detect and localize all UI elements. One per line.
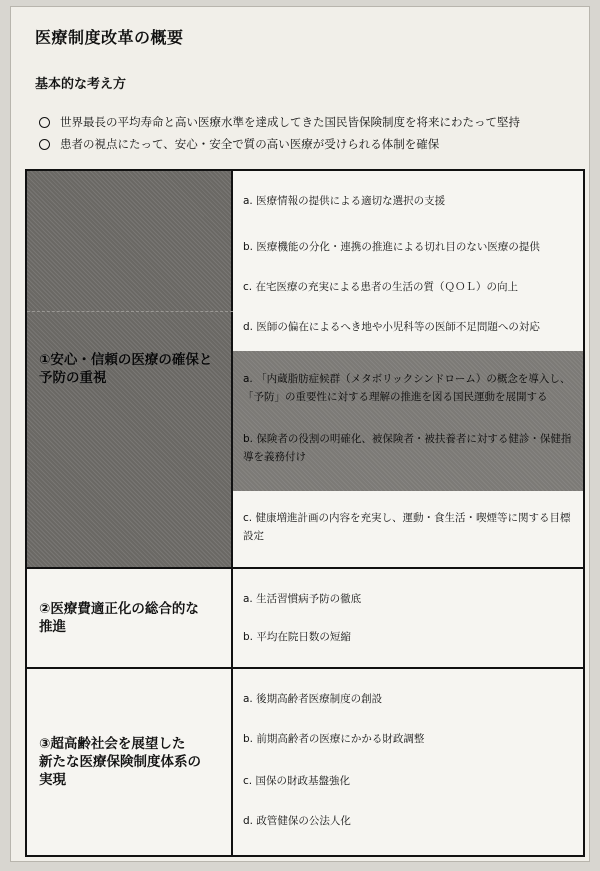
section-heading-basic-concept: 基本的な考え方 — [35, 77, 127, 92]
list-item: a. 後期高齢者医療制度の創設 — [243, 693, 383, 705]
page-title: 医療制度改革の概要 — [35, 28, 184, 47]
reform-overview-table — [25, 169, 585, 857]
items-group-aging-society — [233, 669, 583, 855]
list-item: a. 「内蔵脂肪症候群（メタボリックシンドローム）の概念を導入し、 「予防」の重要性に対する理解の推進を図る国民運動を展開する — [243, 373, 571, 403]
list-item: a. 生活習慣病予防の徹底 — [243, 593, 362, 605]
list-item: d. 医師の偏在によるへき地や小児科等の医師不足問題への対応 — [243, 321, 540, 333]
list-item: b. 保険者の役割の明確化、被保険者・被扶養者に対する健診・保健指 導を義務付け — [243, 433, 572, 463]
category-cell-cost-optimization — [27, 569, 233, 669]
category-label: ②医療費適正化の総合的な 推進 — [39, 601, 199, 635]
list-item: b. 平均在院日数の短縮 — [243, 631, 351, 643]
category-label: ①安心・信頼の医療の確保と 予防の重視 — [39, 352, 213, 386]
principle-text: 患者の視点にたって、安心・安全で質の高い医療が受けられる体制を確保 — [60, 137, 440, 151]
list-item: c. 健康増進計画の内容を充実し、運動・食生活・喫煙等に関する目標 設定 — [243, 512, 571, 542]
category-cell-safety-prevention — [27, 171, 233, 569]
principle-item — [39, 111, 584, 133]
list-item: b. 前期高齢者の医療にかかる財政調整 — [243, 733, 425, 745]
circle-bullet-icon — [39, 139, 50, 150]
list-item: a. 医療情報の提供による適切な選択の支援 — [243, 195, 446, 207]
principle-item — [39, 133, 584, 155]
category-cell-aging-society — [27, 669, 233, 855]
list-item: d. 政管健保の公法人化 — [243, 815, 351, 827]
category-label: ③超高齢社会を展望した 新たな医療保険制度体系の 実現 — [39, 736, 201, 788]
principles-list — [39, 111, 584, 155]
circle-bullet-icon — [39, 117, 50, 128]
document-page — [10, 6, 590, 862]
category-divider — [27, 311, 233, 312]
items-group-safety-prevention — [233, 171, 583, 569]
list-item: c. 在宅医療の充実による患者の生活の質（ＱＯＬ）の向上 — [243, 281, 518, 293]
principle-text: 世界最長の平均寿命と高い医療水準を達成してきた国民皆保険制度を将来にわたって堅持 — [60, 115, 520, 129]
list-item: c. 国保の財政基盤強化 — [243, 775, 350, 787]
list-item: b. 医療機能の分化・連携の推進による切れ目のない医療の提供 — [243, 241, 540, 253]
items-group-cost-optimization — [233, 569, 583, 669]
